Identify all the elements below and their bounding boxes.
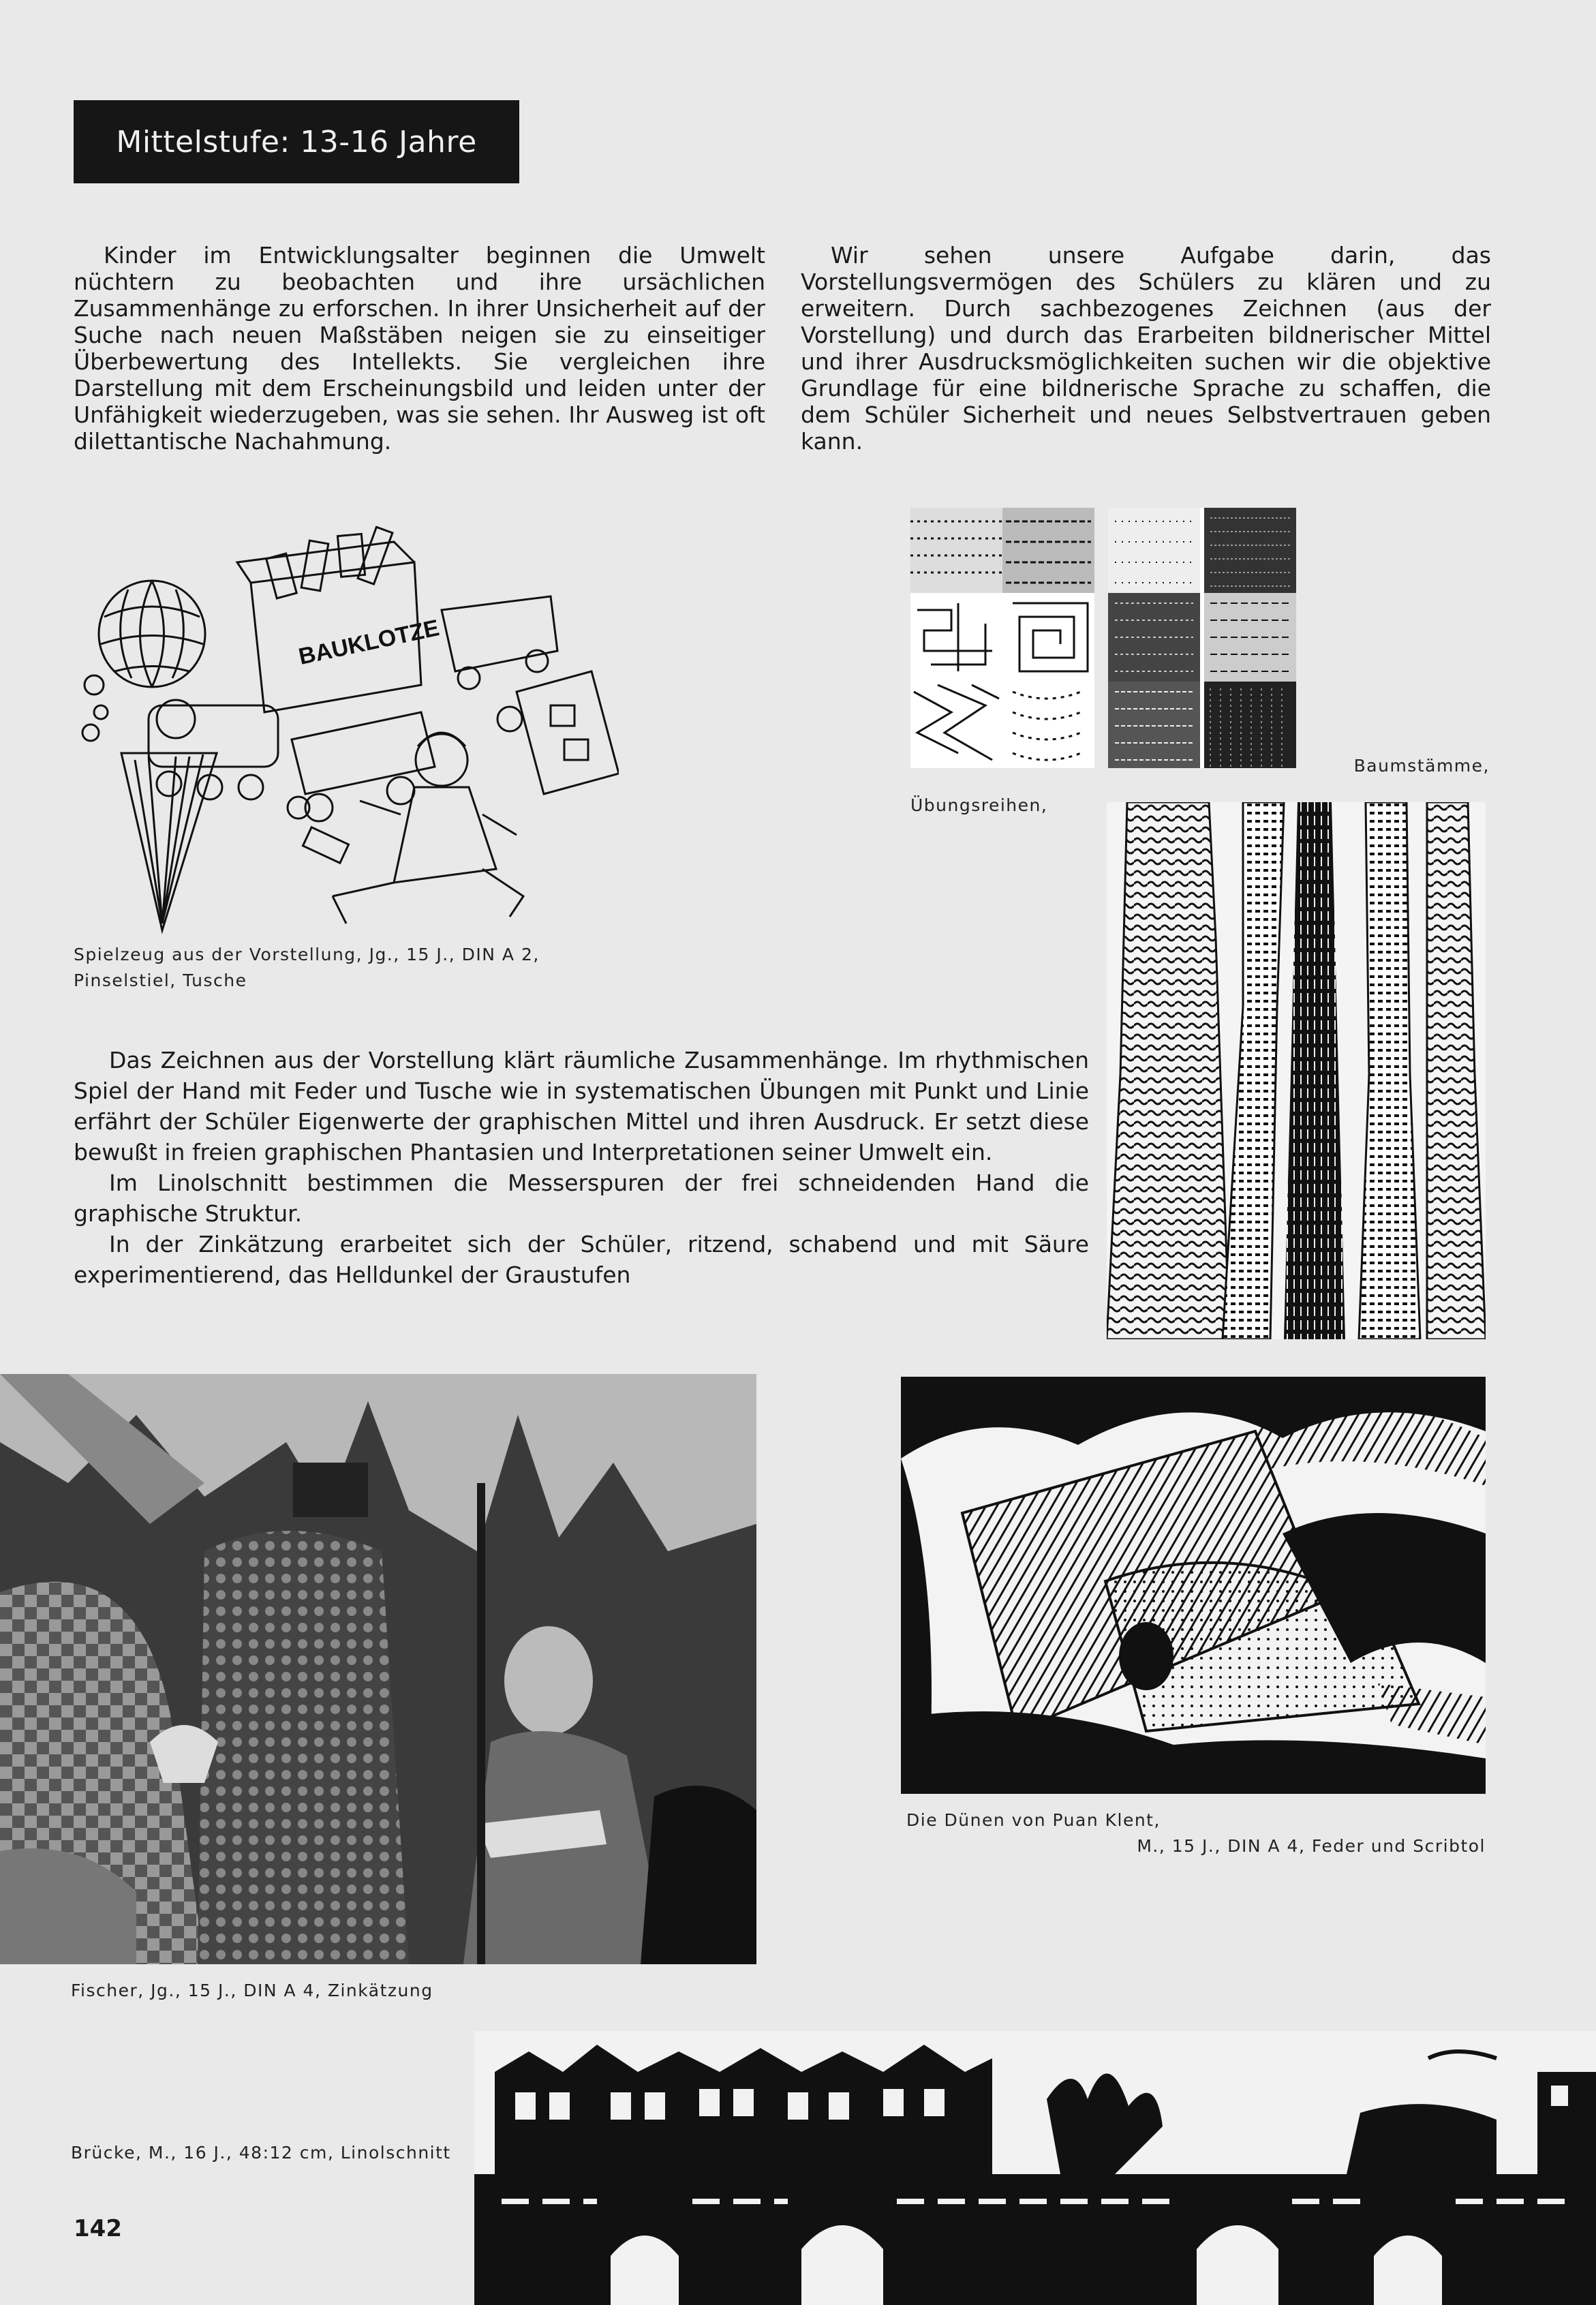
- page-number: 142: [74, 2215, 122, 2242]
- bridge-caption: Brücke, M., 16 J., 48:12 cm, Linolschnitt: [71, 2143, 451, 2163]
- toys-caption-line2: Pinselstiel, Tusche: [74, 971, 247, 990]
- box-label: BAUKLOTZE: [296, 615, 442, 671]
- middle-paragraph-1: Das Zeichnen aus der Vorstellung klärt räumliche Zusammenhänge. Im rhythmischen Spiel der Hand mit Feder und Tusche wie in systematischen Übungen mit Punkt und Linie erfährt der Schüler Eigenwerte der graphischen Mittel und ihren Ausdruck. Er setzt diese bewußt in freien graphischen Phantasien und Interpretationen seiner Umwelt ein.: [74, 1047, 1089, 1165]
- exercises-caption: Übungsreihen,: [910, 795, 1048, 815]
- dunes-caption-line2: M., 15 J., DIN A 4, Feder und Scribtol: [1137, 1836, 1486, 1856]
- trees-caption: Baumstämme,: [1353, 756, 1490, 776]
- middle-text: [74, 1045, 1089, 1290]
- middle-paragraph-3: In der Zinkätzung erarbeitet sich der Schüler, ritzend, schabend und mit Säure experimentierend, das Helldunkel der Graustufen: [74, 1231, 1089, 1288]
- intro-right-text: Wir sehen unsere Aufgabe darin, das Vorstellungsvermögen des Schülers zu klären und zu erweitern. Durch sachbezogenes Zeichnen (aus der Vorstellung) und durch das Erarbeiten bildnerischer Mittel und ihrer Ausdrucksmöglichkeiten suchen wir die objektive Grundlage für eine bildnerische Sprache zu schaffen, die dem Schüler Sicherheit und neues Selbstvertrauen geben kann.: [801, 242, 1491, 455]
- toys-caption: [74, 942, 687, 994]
- dunes-caption-line1: Die Dünen von Puan Klent,: [906, 1810, 1161, 1830]
- bridge-linocut: [474, 2031, 1596, 2305]
- fisher-etching: [0, 1374, 756, 1964]
- section-title: Mittelstufe: 13-16 Jahre: [116, 124, 477, 159]
- middle-paragraph-2: Im Linolschnitt bestimmen die Messerspuren der frei schneidenden Hand die graphische Struktur.: [74, 1170, 1089, 1227]
- dunes-drawing: [901, 1377, 1486, 1794]
- intro-left-text: Kinder im Entwicklungsalter beginnen die Umwelt nüchtern zu beobachten und ihre ursächlichen Zusammenhänge zu erforschen. In ihrer Unsicherheit auf der Suche nach neuen Maßstäben neigen sie zu einseitiger Überbewertung des Intellekts. Sie vergleichen ihre Darstellung mit dem Erscheinungsbild und leiden unter der Unfähigkeit wiederzugeben, was sie sehen. Ihr Ausweg ist oft dilettantische Nachahmung.: [74, 242, 765, 455]
- toys-caption-line1: Spielzeug aus der Vorstellung, Jg., 15 J., DIN A 2,: [74, 945, 540, 964]
- intro-right-paragraph: [801, 242, 1491, 455]
- exercise-grid-left: [910, 508, 1094, 768]
- fisher-caption: Fischer, Jg., 15 J., DIN A 4, Zinkätzung: [71, 1981, 433, 2000]
- section-header: [74, 100, 519, 183]
- exercise-grid-right: [1108, 508, 1296, 768]
- toys-drawing: [74, 515, 619, 937]
- tree-trunks-drawing: [1107, 802, 1486, 1339]
- intro-left-paragraph: [74, 242, 765, 455]
